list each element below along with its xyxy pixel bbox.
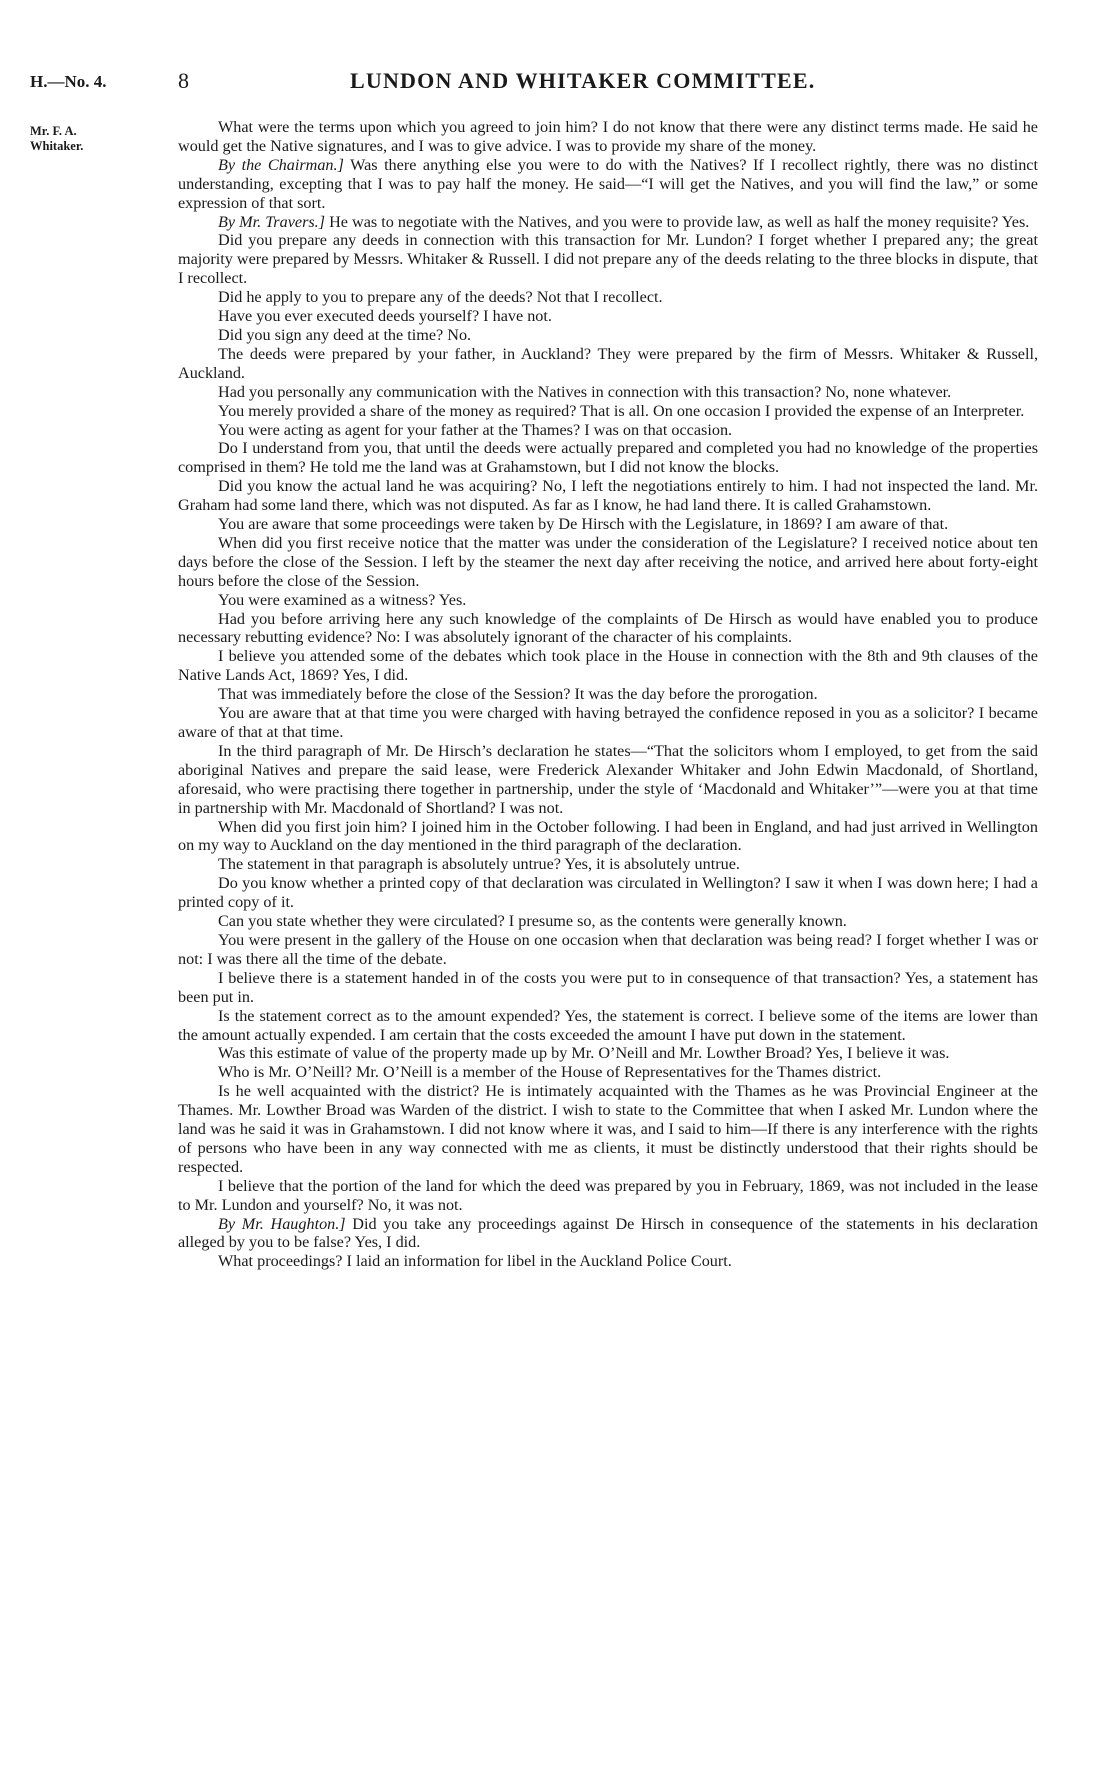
testimony-paragraph [178, 969, 1038, 1007]
paragraph-text: Have you ever executed deeds yourself? I have not. [218, 307, 552, 326]
testimony-paragraph [178, 421, 1038, 440]
testimony-paragraph [178, 118, 1038, 156]
testimony-paragraph [178, 288, 1038, 307]
testimony-paragraph [178, 704, 1038, 742]
testimony-paragraph [178, 307, 1038, 326]
paragraph-text: Was there anything else you were to do with the Natives? If I recollect rightly, there was no distinct understanding, excepting that I was to pay half the money. He said—“I will get the Natives, and you will find the law,” or some expression of that sort. [178, 155, 1038, 212]
paragraph-text: I believe there is a statement handed in of the costs you were put to in consequence of that transaction? Yes, a statement has been put in. [178, 968, 1038, 1006]
testimony-paragraph [178, 1215, 1038, 1253]
speaker-label: By Mr. Travers.] [218, 212, 326, 231]
paragraph-text: In the third paragraph of Mr. De Hirsch’s declaration he states—“That the solicitors whom I employed, to get from the said aboriginal Natives and prepare the said lease, were Frederick Alexander Whitaker and John Edwin Macdonald, of Shortland, aforesaid, who were practising there together in partnership, under the style of ‘Macdonald and Whitaker’”—were you at that time in partnership with Mr. Macdonald of Shortland? I was not. [178, 741, 1038, 817]
paragraph-text: The statement in that paragraph is absolutely untrue? Yes, it is absolutely untrue. [218, 855, 740, 874]
paragraph-text: The deeds were prepared by your father, in Auckland? They were prepared by the firm of Messrs. Whitaker & Russell, Auckland. [178, 344, 1038, 382]
paragraph-text: You are aware that at that time you were charged with having betrayed the confidence reposed in you as a solicitor? I became aware of that at that time. [178, 704, 1038, 741]
paragraph-text: Is the statement correct as to the amount expended? Yes, the statement is correct. I believe some of the items are lower than the amount actually expended. I am certain that the costs exceeded the amount I have put down in the statement. [178, 1006, 1038, 1044]
paragraph-text: Is he well acquainted with the district? He is intimately acquainted with the Thames as he was Provincial Engineer at the Thames. Mr. Lowther Broad was Warden of the district. I wish to state to the Committee that when I asked Mr. Lundon where the land was he said it was in Grahamstown. I did not know where it was, and I said to him—If there is any interference with the rights of persons who have been in any way connected with me as clients, it must be distinctly understood that their rights should be respected. [178, 1082, 1038, 1176]
paragraph-text: Had you personally any communication with the Natives in connection with this transaction? No, none whatever. [218, 382, 952, 401]
testimony-paragraph [178, 1063, 1038, 1082]
paragraph-text: You are aware that some proceedings were taken by De Hirsch with the Legislature, in 1869? I am aware of that. [218, 515, 949, 534]
paragraph-text: I believe that the portion of the land for which the deed was prepared by you in February, 1869, was not included in the lease to Mr. Lundon and yourself? No, it was not. [178, 1176, 1038, 1214]
witness-margin-note [30, 124, 150, 154]
testimony-paragraph [178, 591, 1038, 610]
paragraph-text: Who is Mr. O’Neill? Mr. O’Neill is a member of the House of Representatives for the Thames district. [218, 1063, 882, 1082]
paragraph-text: That was immediately before the close of the Session? It was the day before the prorogation. [218, 685, 818, 704]
paragraph-text: Did he apply to you to prepare any of the deeds? Not that I recollect. [218, 288, 663, 307]
page-header [30, 66, 1040, 100]
testimony-paragraph [178, 477, 1038, 515]
speaker-label: By Mr. Haughton.] [218, 1214, 346, 1233]
paragraph-text: Had you before arriving here any such knowledge of the complaints of De Hirsch as would have enabled you to produce necessary rebutting evidence? No: I was absolutely ignorant of the character of his complaints. [178, 609, 1038, 647]
testimony-paragraph [178, 818, 1038, 856]
paragraph-text: Do I understand from you, that until the deeds were actually prepared and completed you had no knowledge of the properties comprised in them? He told me the land was at Grahamstown, but I did not know the blocks. [178, 439, 1038, 477]
paragraph-text: Can you state whether they were circulated? I presume so, as the contents were generally known. [218, 912, 847, 931]
testimony-paragraph [178, 1007, 1038, 1045]
witness-name-line2: Whitaker. [30, 139, 84, 153]
speaker-label: By the Chairman.] [218, 155, 344, 174]
paragraph-text: Did you prepare any deeds in connection with this transaction for Mr. Lundon? I forget whether I prepared any; the great majority were prepared by Messrs. Whitaker & Russell. I did not prepare any of the deeds relating to the three blocks in dispute, that I recollect. [178, 231, 1038, 288]
testimony-paragraph [178, 742, 1038, 818]
paragraph-text: You were present in the gallery of the House on one occasion when that declaration was being read? I forget whether I was or not: I was there all the time of the debate. [178, 930, 1038, 968]
paragraph-text: What proceedings? I laid an information for libel in the Auckland Police Court. [218, 1252, 732, 1271]
paragraph-text: Did you take any proceedings against De Hirsch in consequence of the statements in his declaration alleged by you to be false? Yes, I did. [178, 1214, 1038, 1252]
testimony-paragraph [178, 515, 1038, 534]
paragraph-text: When did you first receive notice that the matter was under the consideration of the Legislature? I received notice about ten days before the close of the Session. I left by the steamer the next day after receiving the notice, and arrived here about forty-eight hours before the close of the Session. [178, 533, 1038, 590]
testimony-paragraph [178, 1252, 1038, 1271]
paragraph-text: Was this estimate of value of the property made up by Mr. O’Neill and Mr. Lowther Broad? Yes, I believe it was. [218, 1044, 950, 1063]
testimony-paragraph [178, 1044, 1038, 1063]
paragraph-text: Do you know whether a printed copy of that declaration was circulated in Wellington? I saw it when I was down here; I had a printed copy of it. [178, 874, 1038, 912]
testimony-paragraph [178, 1177, 1038, 1215]
testimony-paragraph [178, 402, 1038, 421]
testimony-paragraph [178, 231, 1038, 288]
paragraph-text: You were acting as agent for your father at the Thames? I was on that occasion. [218, 420, 733, 439]
testimony-paragraph [178, 213, 1038, 232]
testimony-paragraph [178, 439, 1038, 477]
paragraph-text: He was to negotiate with the Natives, and you were to provide law, as well as half the money requisite? Yes. [325, 212, 1030, 231]
testimony-paragraph [178, 1082, 1038, 1177]
testimony-paragraph [178, 931, 1038, 969]
testimony-paragraph [178, 685, 1038, 704]
testimony-paragraph [178, 912, 1038, 931]
paragraph-text: When did you first join him? I joined him in the October following. I had been in England, and had just arrived in Wellington on my way to Auckland on the day mentioned in the third paragraph of the declaration. [178, 817, 1038, 855]
testimony-paragraph [178, 874, 1038, 912]
paper-id: H.—No. 4. [30, 72, 107, 91]
testimony-paragraph [178, 156, 1038, 213]
testimony-paragraph [178, 326, 1038, 345]
witness-name-line1: Mr. F. A. [30, 124, 77, 138]
paragraph-text: What were the terms upon which you agreed to join him? I do not know that there were any distinct terms made. He said he would get the Native signatures, and I was to give advice. I was to provide my share of the money. [178, 118, 1038, 155]
page-title: LUNDON AND WHITAKER COMMITTEE. [350, 68, 816, 93]
testimony-paragraph [178, 383, 1038, 402]
paragraph-text: You merely provided a share of the money as required? That is all. On one occasion I provided the expense of an Interpreter. [218, 401, 1025, 420]
testimony-paragraph [178, 647, 1038, 685]
testimony-body [178, 118, 1038, 1271]
testimony-paragraph [178, 345, 1038, 383]
testimony-paragraph [178, 534, 1038, 591]
paragraph-text: Did you sign any deed at the time? No. [218, 325, 472, 344]
paragraph-text: I believe you attended some of the debates which took place in the House in connection with the 8th and 9th clauses of the Native Lands Act, 1869? Yes, I did. [178, 647, 1038, 685]
page-number: 8 [178, 68, 189, 93]
testimony-paragraph [178, 610, 1038, 648]
testimony-paragraph [178, 855, 1038, 874]
paragraph-text: You were examined as a witness? Yes. [218, 590, 467, 609]
paragraph-text: Did you know the actual land he was acquiring? No, I left the negotiations entirely to him. I had not inspected the land. Mr. Graham had some land there, which was not disputed. As far as I know, he had land there. It is called Grahamstown. [178, 477, 1038, 515]
